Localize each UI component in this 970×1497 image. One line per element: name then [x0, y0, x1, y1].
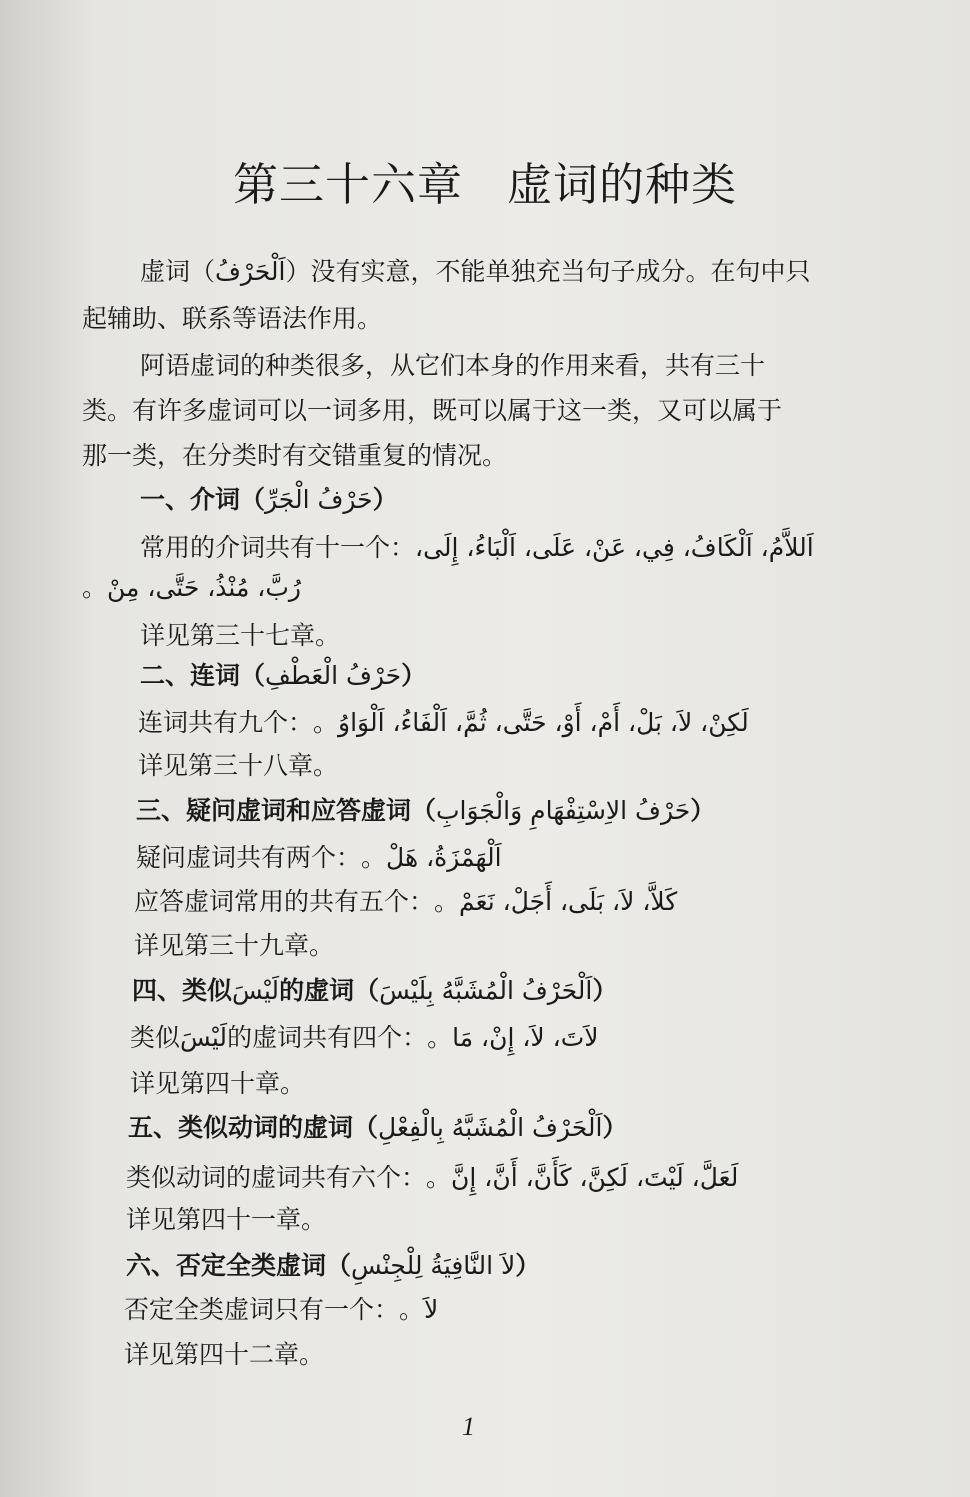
chapter-name: 虚词的种类: [507, 158, 738, 211]
page-number: 1: [462, 1412, 475, 1441]
chapter-title: [0, 148, 970, 213]
section-list-conjunctions: 连词共有九个：لَكِنْ، لاَ، بَلْ، أَمْ، أَوْ، حَتَّى، ثُمَّ، اَلْفَاءُ، اَلْوَاوُ。: [138, 708, 749, 737]
section-heading-conjunctions: 二、连词（حَرْفُ الْعَطْفِ）: [140, 661, 427, 690]
intro-line-1: 虚词（اَلْحَرْفُ）没有实意，不能单独充当句子成分。在句中只: [140, 257, 811, 286]
section-see-prepositions: 详见第三十七章。: [140, 621, 341, 650]
section-list-laysa: 类似لَيْسَ的虚词共有四个：لاَتَ، لاَ، إِنْ، مَا。: [130, 1023, 599, 1052]
section-see-verb-like: 详见第四十一章。: [126, 1205, 327, 1234]
section-see-interrogative: 详见第三十九章。: [134, 931, 335, 960]
intro-line-4: 类。有许多虚词可以一词多用，既可以属于这一类，又可以属于: [82, 396, 783, 425]
section-see-laysa: 详见第四十章。: [130, 1069, 306, 1098]
section-heading-laysa: 四、类似لَيْسَ的虚词（اَلْحَرْفُ الْمُشَبَّهُ بِلَيْسَ）: [132, 976, 618, 1005]
section-list-negation-genus: 否定全类虚词只有一个：لاَ。: [124, 1295, 439, 1324]
section-list-interrogative: 疑问虚词共有两个：اَلْهَمْزَةُ، هَلْ。: [136, 843, 502, 872]
chapter-number: 第三十六章: [232, 158, 463, 211]
section-heading-interrogative: 三、疑问虚词和应答虚词（حَرْفُ الاِسْتِفْهَامِ وَالْجَوَابِ）: [136, 796, 716, 825]
arabic-term: اَلْحَرْفُ: [215, 257, 286, 286]
intro-line-2: 起辅助、联系等语法作用。: [82, 304, 383, 333]
section-list-answer: 应答虚词常用的共有五个：كَلاَّ، لاَ، بَلَى، أَجَلْ، نَعَمْ。: [134, 887, 678, 916]
section-list-prepositions-cont: رُبَّ، مُنْذُ، حَتَّى، مِنْ。: [82, 573, 301, 602]
section-heading-verb-like: 五、类似动词的虚词（اَلْحَرْفُ الْمُشَبَّهُ بِالْفِعْلِ）: [128, 1113, 628, 1142]
intro-line-5: 那一类，在分类时有交错重复的情况。: [82, 441, 508, 470]
section-see-negation-genus: 详见第四十二章。: [124, 1340, 325, 1369]
section-list-verb-like: 类似动词的虚词共有六个：لَعَلَّ، لَيْتَ، لَكِنَّ، كَأَنَّ، أَنَّ، إِنَّ。: [126, 1163, 739, 1192]
intro-line-3: 阿语虚词的种类很多，从它们本身的作用来看，共有三十: [140, 351, 766, 380]
section-list-prepositions: 常用的介词共有十一个：اَللاَّمُ، اَلْكَافُ، فِي، عَنْ، عَلَى، اَلْبَاءُ، إِلَى،: [140, 533, 814, 562]
section-heading-negation-genus: 六、否定全类虚词（لاَ النَّافِيَةُ لِلْجِنْسِ）: [126, 1251, 541, 1280]
section-heading-prepositions: 一、介词（حَرْفُ الْجَرِّ）: [140, 485, 398, 514]
section-see-conjunctions: 详见第三十八章。: [138, 751, 339, 780]
